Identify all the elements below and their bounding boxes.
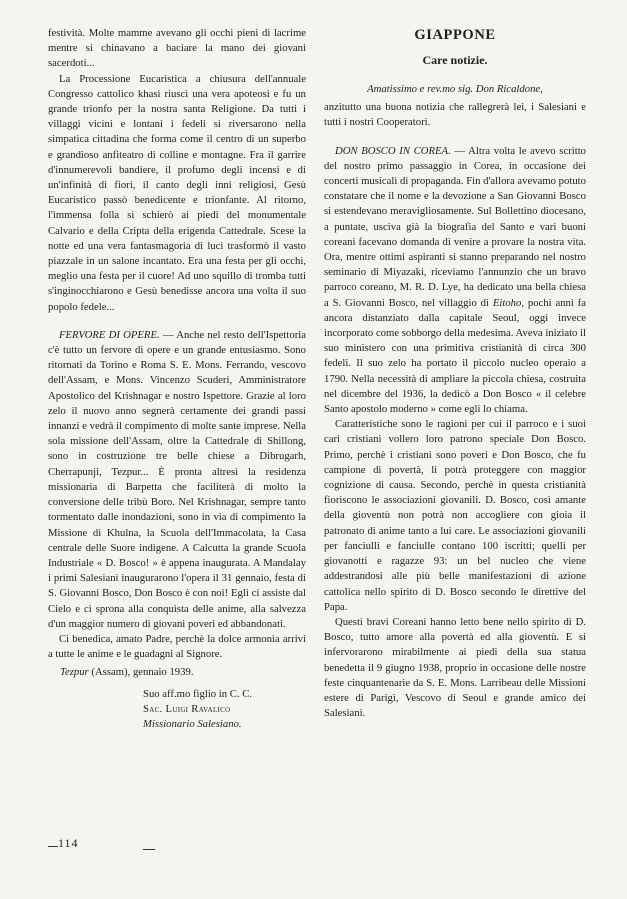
folio-dash-left — [48, 846, 58, 847]
paragraph-closing: Ci benedica, amato Padre, perchè la dolce armonia arrivi a tutte le anime e le guadagni al Signore. — [48, 632, 306, 661]
paragraph: festività. Molte mamme avevano gli occhi pieni di lacrime mentre si chinavano a baciare la mano dei giovani sacerdoti... — [48, 27, 306, 70]
dateline — [48, 665, 306, 680]
right-column — [324, 26, 586, 721]
signature-block — [48, 687, 306, 733]
paragraph: Caratteristiche sono le ragioni per cui il parroco e i suoi cari cristiani vollero loro patrono speciale Don Bosco. Primo, perchè i cristiani sono poveri e Don Bosco, che fu campione di povertà, li potrà proteggere con maggior cognizione di causa. Secondo, perchè in questa cristianità fioriscono le associazioni giovanili. D. Bosco, così amante della gioventù non potrà non accogliere con gioia il patronato di anime tanto a lui care. Le associazioni giovanili per fanciulli e fanciulle contano 100 iscritti; quelli per giovanotti e ragazze 93: un bel nucleo che viene addestrandosi alle più belle manifestazioni di azione cattolica nello spirito di D. Bosco secondo le direttive del Papa. — [324, 418, 586, 613]
signature-name: Sac. Luigi Ravalico — [143, 702, 231, 715]
section-rubric: FERVORE DI OPERE. — [59, 328, 160, 341]
paragraph: Questi bravi Coreani hanno letto bene nello spirito di D. Bosco, tutto amore alla povertà ed alla gioventù. E si infervorarono mirabilmente ai piedi della sua statua benedetta il 9 giugno 1938, proprio in occasione delle nostre feste cinquantenarie da S. E. Mons. Larribeau delle Missioni estere di Parigi, Vescovo di Seoul e grande amico dei Salesiani. — [324, 615, 586, 720]
page-number: 114 — [58, 836, 79, 850]
place-name: Eitoho — [492, 296, 522, 309]
paragraph: La Processione Eucaristica a chiusura dell'annuale Congresso cattolico khasi riuscì una vera apoteosi e fu un grande trionfo per la nostra santa Religione. Da tutti i villaggi vicini e lontani i fedeli si riversarono nella simpatica cittadina che forma come il centro di un superbo e grandioso anfiteatro di colline e montagne. Fra il garrire d'innumerevoli bandiere, il profumo degli incensi e di un'infinità di fiori, il canto degli inni religiosi, Gesù Eucaristico passò benedicente e trionfante. Al ritorno, l'immensa folla si schierò ai piedi del monumentale Calvario e della Cripta della erigenda Cattedrale. Scese la notte ed una vera fantasmagoria di luci trasformò il vasto piazzale in un salone incantato. Era una festa per gli occhi, meglio una festa per il cuore! Ad uno squillo di tromba tutti s'inginocchiarono e Gesù benedisse ancora una volta il suo popolo fedele... — [48, 72, 306, 313]
section-heading: GIAPPONE — [414, 27, 496, 43]
paragraph-text: — Anche nel resto dell'Ispettoria c'è tutto un fervore di opere e un grande entusiasmo. Sono ritornati da Torino e Roma S. E. Mons. Ferrando, vescovo dell'Assam, e Mons. Vincenzo Scuderi, Amministratore Apostolico del Krishnagar e nostro Ispettore. Grazie al loro zelo il nuovo anno segnerà certamente dei grandi passi innanzi e vedrà il compimento di molte sante imprese. Nella sola missione dell'Assam, oltre la Cattedrale di Shillong, sono in costruzione tre belle chiese a Dibrugarh, Cherrapunji, Tezpur... È pronta altresì la residenza missionaria di Barpetta che faciliterà di molto la conversione delle tribù Boro. Nel Krishnagar, sempre tanto tormentato dalle inondazioni, sono in via di compimento la Missione di Khulna, la Scuola dell'Immacolata, la Casa centrale delle Suore indigene. A Calcutta la grande Scuola Industriale « D. Bosco! » è appena inaugurata. A Mandalay i primi Salesiani inaugurarono l'opera il 31 gennaio, festa di S. Giovanni Bosco, Don Bosco è con noi! Egli ci assiste dal Cielo e ci sprona alla conquista delle anime, alla salvezza d'un maggior numero di giovani poveri ed abbandonati. — [48, 328, 306, 630]
dateline-place: Tezpur — [60, 666, 89, 679]
folio-dash-right — [143, 849, 155, 850]
paragraph: anzitutto una buona notizia che rallegrerà lei, i Salesiani e tutti i nostri Cooperatori. — [324, 101, 586, 129]
section-subheading: Care notizie. — [422, 53, 488, 67]
section-rubric: DON BOSCO IN COREA. — [335, 144, 451, 157]
paragraph-text: — Altra volta le avevo scritto del nostro primo passaggio in Corea, in occasione dei concerti musicali di propaganda. Fin d'allora avevamo potuto constatare che il nome e la devozione a San Giovanni Bosco si estendevano meravigliosamente. Sul Bollettino diocesano, a puntate, usciva già la biografia del Santo e vari buoni coreani facevano domanda di venire a provare la nostra vita. Ora, mentre ottimi aspiranti si stanno preparando nel nostro seminario di Miyazaki, riceviamo l'annunzio che un bravo parroco coreano, M. R. D. Lye, ha dedicato una bella chiesa a S. Giovanni Bosco, nel villaggio di — [324, 144, 587, 309]
paragraph-text: , pochi anni fa ancora distanziato dalla capitale Seoul, oggi invece incorporato come sobborgo della medesima. Aveva iniziato il suo ministero con una primitiva cristianità di circa 300 fedeli. Il suo zelo ha portato il piccolo nucleo operaio a 1790. Nella necessità di ampliare la piccola chiesa, costruita nel dicembre del 1936, la dedicò a Don Bosco « il celebre Santo apostolo moderno » come egli lo chiama. — [324, 296, 586, 416]
left-column — [48, 26, 306, 732]
dateline-rest: (Assam), gennaio 1939. — [88, 666, 194, 679]
signature-title: Missionario Salesiano. — [143, 717, 242, 730]
signature-line: Suo aff.mo figlio in C. C. — [143, 687, 253, 700]
salutation: Amatissimo e rev.mo sig. Don Ricaldone, — [367, 83, 543, 95]
paragraph-corea — [324, 144, 586, 418]
paragraph-fervore — [48, 328, 306, 632]
